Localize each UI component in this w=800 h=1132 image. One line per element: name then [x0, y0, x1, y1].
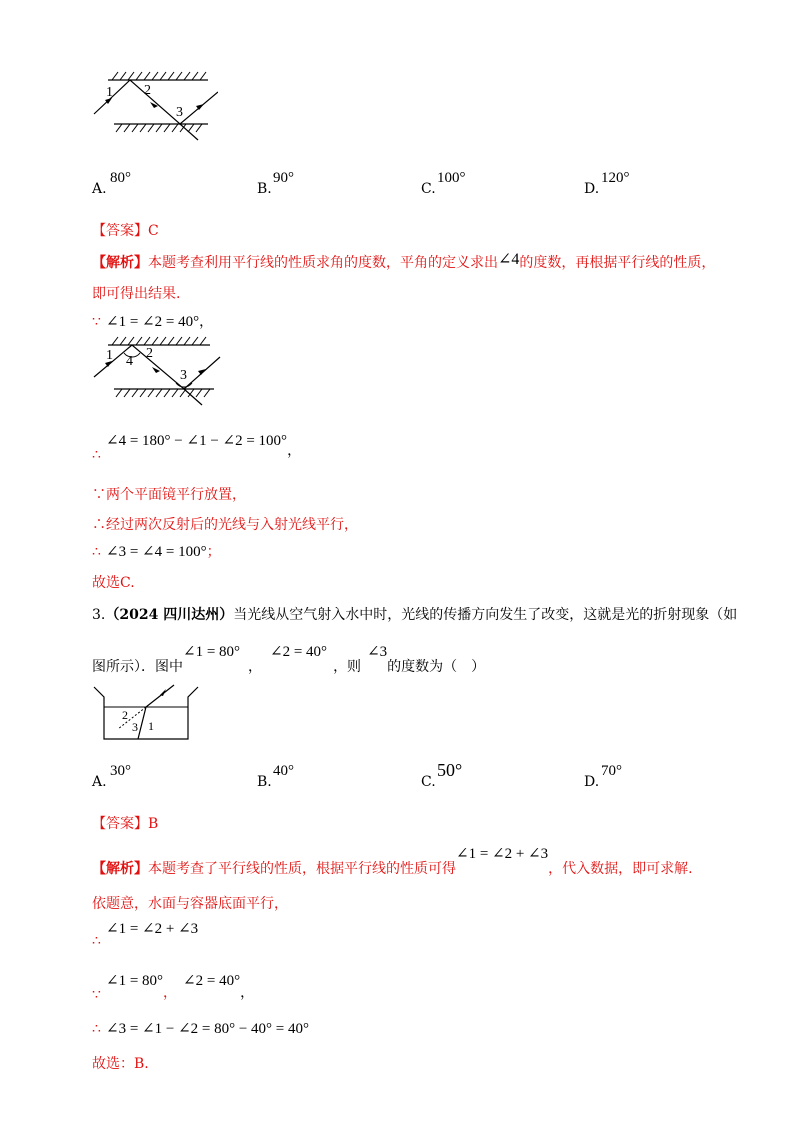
q3-stem-line-1	[92, 604, 737, 624]
because-symbol: ∵	[92, 987, 101, 1003]
angle-1-label: 1	[148, 719, 154, 733]
mirror-reflection-figure-annotated	[88, 333, 223, 409]
question-source: （2024 四川达州）	[105, 607, 234, 623]
step-2-comma: ，	[163, 985, 178, 1001]
q3-stem-line-2	[92, 641, 486, 675]
option-c-letter: C.	[421, 181, 436, 197]
step-5-end: ；	[206, 544, 221, 560]
q2-step-5	[92, 541, 221, 561]
therefore-symbol: ∴	[92, 1021, 101, 1037]
q2-analysis	[92, 252, 715, 272]
q2-step-2	[92, 430, 302, 463]
analysis-text-b: 的度数，再根据平行线的性质，	[519, 255, 716, 271]
q2-step-3: ∵两个平面镜平行放置，	[92, 487, 246, 503]
step-2-end: ，	[287, 443, 302, 459]
angle-4-label: 4	[126, 354, 133, 369]
option-d-letter: D.	[584, 181, 600, 197]
q2-conclusion: 故选C.	[92, 575, 135, 591]
step-2-math-a: ∠1 = 80°	[106, 973, 164, 989]
option-b-value: 40°	[273, 763, 294, 779]
option-d-value: 120°	[601, 170, 630, 186]
q3-analysis	[92, 843, 693, 877]
analysis-text-a: 本题考查利用平行线的性质求角的度数，平角的定义求出	[148, 255, 498, 271]
option-c-value: 50°	[437, 760, 463, 780]
option-d-value: 70°	[601, 763, 622, 779]
angle-1-label: 1	[106, 85, 113, 100]
q2-step-4: ∴经过两次反射后的光线与入射光线平行，	[92, 517, 358, 533]
stem-comma-2: ，则	[333, 659, 362, 675]
angle-2-label: 2	[144, 83, 151, 98]
analysis-math: ∠1 = ∠2 + ∠3	[456, 846, 549, 862]
step-2-math-b: ∠2 = 40°	[183, 973, 241, 989]
q3-conclusion: 故选：B.	[92, 1056, 149, 1072]
option-a-value: 80°	[110, 170, 131, 186]
analysis-tag: 【解析】	[92, 861, 148, 877]
stem-angle-1: ∠1 = 80°	[183, 644, 241, 660]
option-b-letter: B.	[257, 181, 272, 197]
step-3-math: ∠3 = ∠1 − ∠2 = 80° − 40° = 40°	[106, 1021, 310, 1037]
step-2-math: ∠4 = 180° − ∠1 − ∠2 = 100°	[106, 433, 288, 449]
step-1-end: ，	[199, 314, 214, 330]
angle-1-label: 1	[106, 348, 113, 363]
therefore-symbol: ∴	[92, 544, 101, 560]
stem-angle-3: ∠3	[367, 644, 388, 660]
therefore-symbol: ∴	[92, 933, 101, 949]
analysis-line-2: 即可得出结果.	[92, 286, 181, 302]
angle-3-label: 3	[132, 720, 138, 734]
analysis-text-a: 本题考查了平行线的性质，根据平行线的性质可得	[148, 861, 456, 877]
question-stem-1: 当光线从空气射入水中时，光线的传播方向发生了改变，这就是光的折射现象（如	[233, 607, 738, 623]
option-a-value: 30°	[110, 763, 131, 779]
stem-comma-1: ，	[248, 659, 263, 675]
answer-tag: 【答案】	[92, 223, 148, 239]
step-1-math: ∠1 = ∠2 = 40°	[106, 314, 200, 330]
q2-step-1	[92, 311, 213, 331]
stem-angle-2: ∠2 = 40°	[270, 644, 328, 660]
question-number: 3.	[92, 607, 106, 623]
step-5-math: ∠3 = ∠4 = 100°	[106, 544, 207, 560]
option-a-letter: A.	[92, 181, 107, 197]
q2-answer	[92, 220, 159, 240]
analysis-text-b: ，代入数据，即可求解.	[548, 861, 693, 877]
option-d-letter: D.	[584, 774, 600, 790]
angle-3-label: 3	[180, 368, 187, 383]
step-1-math: ∠1 = ∠2 + ∠3	[106, 921, 199, 937]
answer-value: C	[148, 223, 159, 239]
option-b-value: 90°	[273, 170, 294, 186]
option-a-letter: A.	[92, 774, 107, 790]
answer-value: B	[148, 816, 159, 832]
answer-tag: 【答案】	[92, 816, 148, 832]
q3-answer	[92, 813, 158, 833]
option-c-value: 100°	[437, 170, 466, 186]
therefore-symbol: ∴	[92, 447, 101, 463]
angle-2-label: 2	[122, 708, 128, 722]
option-c-letter: C.	[421, 774, 436, 790]
q3-step-1	[92, 918, 199, 949]
analysis-angle-4: ∠4	[498, 251, 520, 268]
step-2-end: ，	[240, 985, 255, 1001]
angle-2-label: 2	[146, 346, 153, 361]
analysis-tag: 【解析】	[92, 255, 148, 271]
because-symbol: ∵	[92, 314, 101, 330]
mirror-reflection-figure	[88, 68, 218, 142]
question-stem-2a: 图所示）．图中	[92, 659, 183, 675]
refraction-container-figure	[92, 683, 204, 743]
q3-step-3	[92, 1018, 309, 1038]
question-stem-2b: 的度数为（ ）	[387, 659, 486, 675]
q3-step-2	[92, 970, 255, 1003]
q3-line-2: 依题意，水面与容器底面平行，	[92, 896, 288, 912]
angle-3-label: 3	[176, 105, 183, 120]
option-b-letter: B.	[257, 774, 272, 790]
